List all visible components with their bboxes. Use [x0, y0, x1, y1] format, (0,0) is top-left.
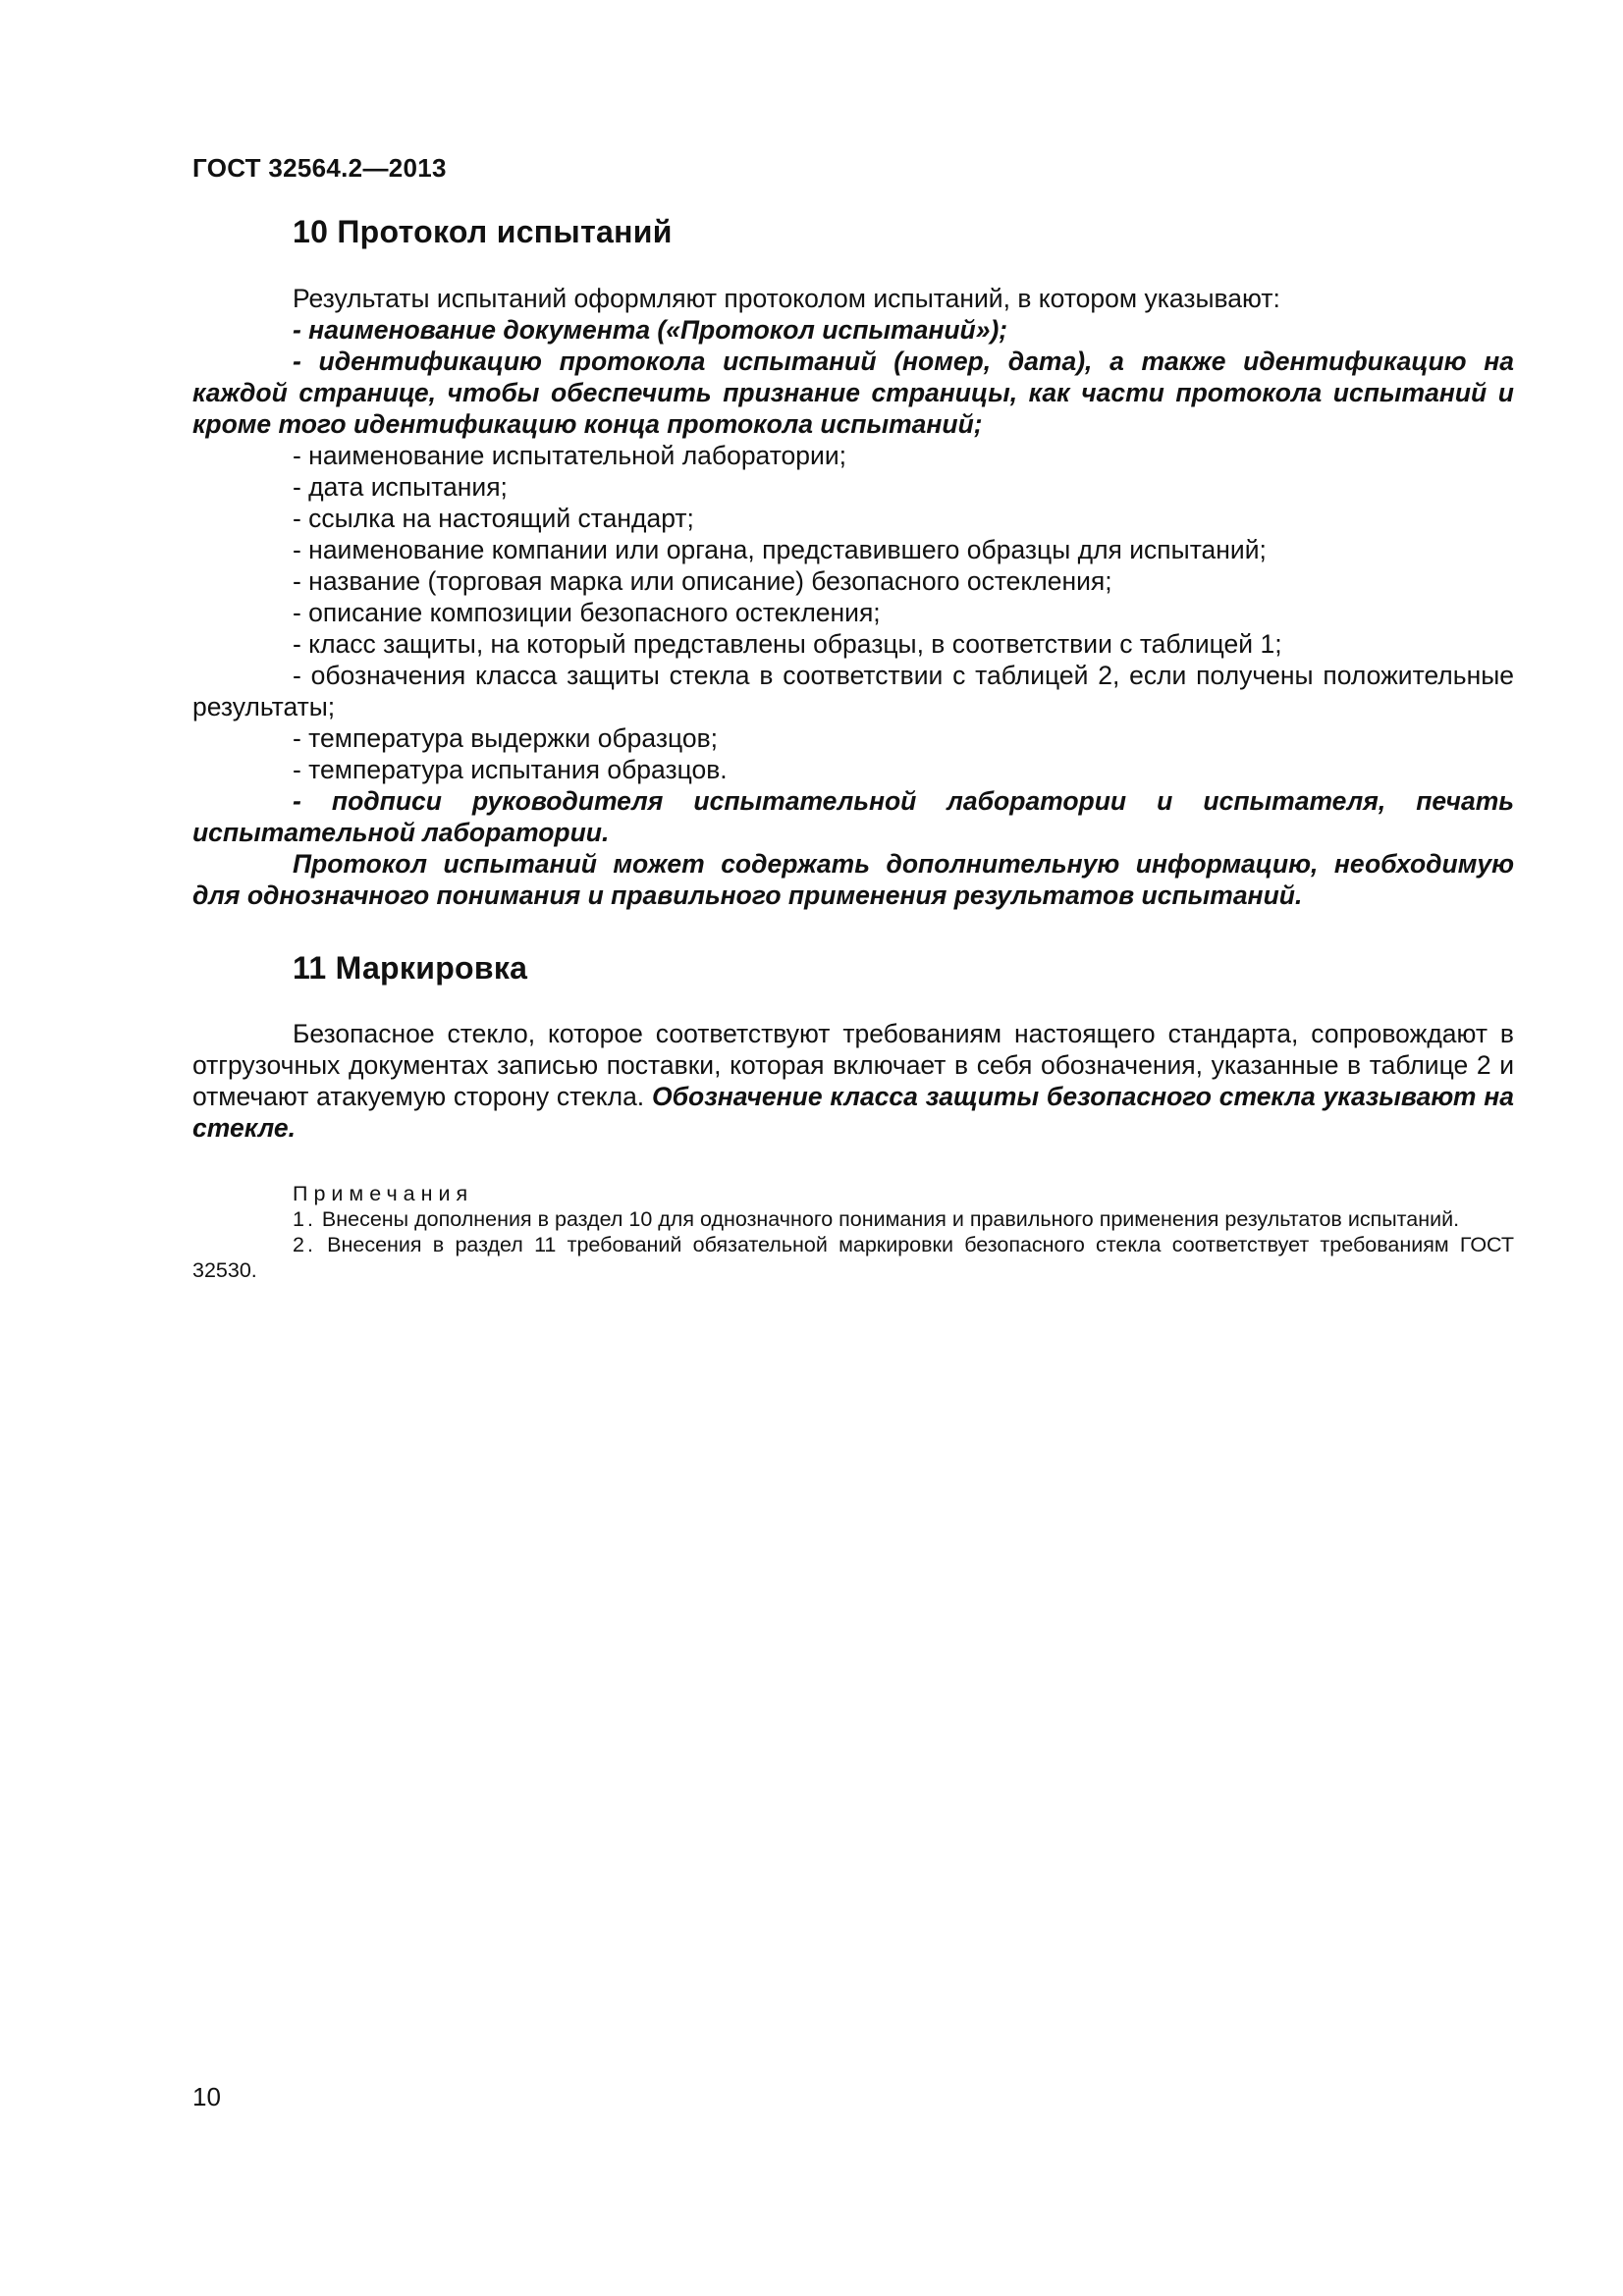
protocol-item-conditioning-temp: - температура выдержки образцов; [293, 723, 719, 753]
section-11-emphasis: Обозначение класса защиты безопасного стекла указывают на стекле. [192, 1082, 1514, 1143]
section-10-title: 10 Протокол испытаний [293, 214, 673, 249]
protocol-item-standard-ref: - ссылка на настоящий стандарт; [293, 504, 694, 533]
page-content [192, 212, 1514, 1283]
section-10-intro: Результаты испытаний оформляют протоколом испытаний, в котором указывают: [293, 284, 1280, 313]
protocol-item-document-name: - наименование документа («Протокол испытаний»); [293, 315, 1008, 345]
protocol-item-test-date: - дата испытания; [293, 472, 508, 502]
notes-title: Примечания [293, 1182, 474, 1205]
note-item [192, 1232, 1514, 1283]
protocol-item-identification: - идентификацию протокола испытаний (номер, дата), а также идентификацию на каждой странице, чтобы обеспечить признание страницы, как части протокола испытаний и кроме того идентификацию конца протокола испытаний; [192, 347, 1514, 439]
protocol-item-signatures: - подписи руководителя испытательной лаборатории и испытателя, печать испытательной лаборатории. [192, 786, 1514, 847]
protocol-item-test-temp: - температура испытания образцов. [293, 755, 728, 784]
note-item [192, 1206, 1514, 1232]
protocol-item-glazing-name: - название (торговая марка или описание) безопасного остекления; [293, 566, 1112, 596]
section-10-closing: Протокол испытаний может содержать дополнительную информацию, необходимую для однозначного понимания и правильного применения результатов испытаний. [192, 849, 1514, 910]
note-text: Внесения в раздел 11 требований обязательной маркировки безопасного стекла соответствует требованиям ГОСТ 32530. [192, 1233, 1514, 1282]
note-number: 2. [293, 1233, 316, 1256]
protocol-item-company: - наименование компании или органа, представившего образцы для испытаний; [293, 535, 1267, 564]
protocol-item-composition: - описание композиции безопасного остекления; [293, 598, 881, 627]
section-11-title: 11 Маркировка [293, 950, 528, 986]
protocol-item-class-designation: - обозначения класса защиты стекла в соответствии с таблицей 2, если получены положительные результаты; [192, 661, 1514, 721]
note-text: Внесены дополнения в раздел 10 для однозначного понимания и правильного применения результатов испытаний. [321, 1207, 1460, 1231]
section-11-paragraph [192, 1018, 1514, 1144]
document-code-header: ГОСТ 32564.2—2013 [192, 153, 447, 183]
protocol-item-protection-class: - класс защиты, на который представлены образцы, в соответствии с таблицей 1; [293, 629, 1282, 659]
page-number: 10 [192, 2082, 221, 2111]
note-number: 1. [293, 1207, 316, 1231]
section-11-text: Безопасное стекло, которое соответствуют требованиям настоящего стандарта, сопровождают в отгрузочных документах записью поставки, которая включает в себя обозначения, указанные в таблице 2 и отмечают атакуемую сторону стекла. [192, 1019, 1514, 1111]
notes-block [192, 1181, 1514, 1283]
protocol-item-lab-name: - наименование испытательной лаборатории; [293, 441, 846, 470]
